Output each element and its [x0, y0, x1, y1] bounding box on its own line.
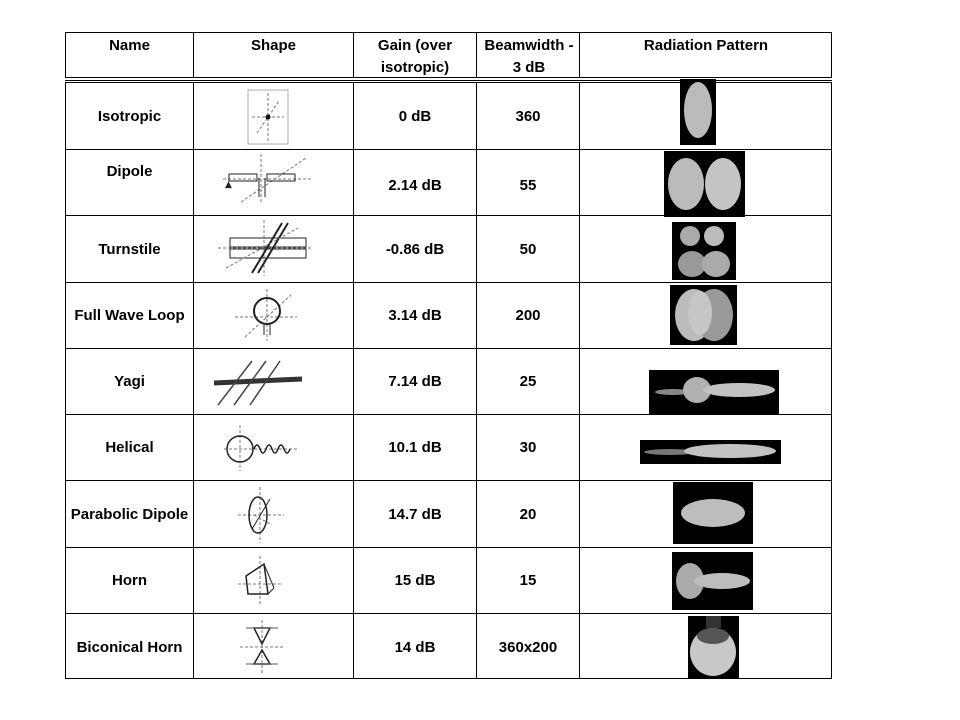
row-gain: 14.7 dB	[388, 505, 442, 523]
row-name: Horn	[112, 572, 147, 589]
row-beamwidth: 30	[519, 439, 537, 456]
row-beamwidth: 15	[519, 572, 537, 589]
yagi-antenna-icon	[208, 357, 306, 407]
biconical-antenna-icon	[236, 618, 288, 676]
header-beamwidth: Beamwidth - 3 dB	[484, 37, 574, 76]
row-name: Helical	[105, 439, 154, 456]
loop-pattern-icon	[670, 285, 737, 345]
row-name: Turnstile	[98, 240, 161, 258]
turnstile-pattern-icon	[672, 222, 736, 280]
row-beamwidth: 360	[515, 107, 541, 125]
parabolic-pattern-icon	[673, 482, 753, 544]
row-name: Yagi	[114, 373, 145, 390]
row-beamwidth: 50	[519, 240, 537, 258]
row-name: Parabolic Dipole	[70, 505, 189, 523]
svg-text:▲: ▲	[225, 180, 232, 190]
parabolic-antenna-icon	[236, 485, 286, 545]
table-row	[66, 83, 831, 149]
row-name: Isotropic	[97, 107, 162, 125]
row-beamwidth: 55	[519, 177, 537, 194]
horn-antenna-icon	[234, 554, 286, 608]
isotropic-pattern-icon	[680, 79, 716, 145]
row-name: Dipole	[106, 163, 153, 180]
row-gain: 3.14 dB	[388, 307, 442, 324]
row-gain: 7.14 dB	[388, 373, 442, 390]
table-row	[66, 348, 831, 414]
dipole-pattern-icon	[664, 151, 745, 217]
row-beamwidth: 360x200	[498, 638, 558, 656]
isotropic-antenna-icon	[247, 89, 289, 145]
row-beamwidth: 25	[519, 373, 537, 390]
turnstile-antenna-icon	[216, 218, 313, 278]
header-pattern: Radiation Pattern	[643, 37, 769, 54]
helical-pattern-icon	[640, 440, 781, 464]
row-gain: -0.86 dB	[385, 240, 445, 258]
row-gain: 15 dB	[394, 572, 436, 589]
table-row	[66, 282, 831, 348]
header-shape: Shape	[250, 37, 296, 54]
helical-antenna-icon	[218, 423, 300, 473]
table-row	[66, 547, 831, 613]
table-row	[66, 215, 831, 282]
biconical-pattern-icon	[688, 616, 739, 678]
row-name: Full Wave Loop	[74, 307, 185, 324]
table-row	[66, 414, 831, 480]
header-name: Name	[109, 37, 150, 54]
table-row	[66, 613, 831, 680]
yagi-pattern-icon	[649, 370, 779, 414]
horn-pattern-icon	[672, 552, 753, 610]
row-gain: 0 dB	[398, 107, 432, 125]
row-beamwidth: 200	[515, 307, 541, 324]
table-body	[65, 82, 832, 679]
row-name: Biconical Horn	[76, 638, 183, 656]
loop-antenna-icon	[231, 287, 301, 343]
table-row	[66, 480, 831, 547]
header-gain: Gain (over isotropic)	[377, 37, 453, 76]
row-gain: 10.1 dB	[388, 439, 442, 456]
table-header	[65, 32, 832, 78]
row-beamwidth: 20	[519, 505, 537, 523]
table-row	[66, 149, 831, 215]
row-gain: 2.14 dB	[388, 177, 442, 194]
row-gain: 14 dB	[394, 638, 436, 656]
dipole-antenna-icon	[221, 152, 313, 206]
